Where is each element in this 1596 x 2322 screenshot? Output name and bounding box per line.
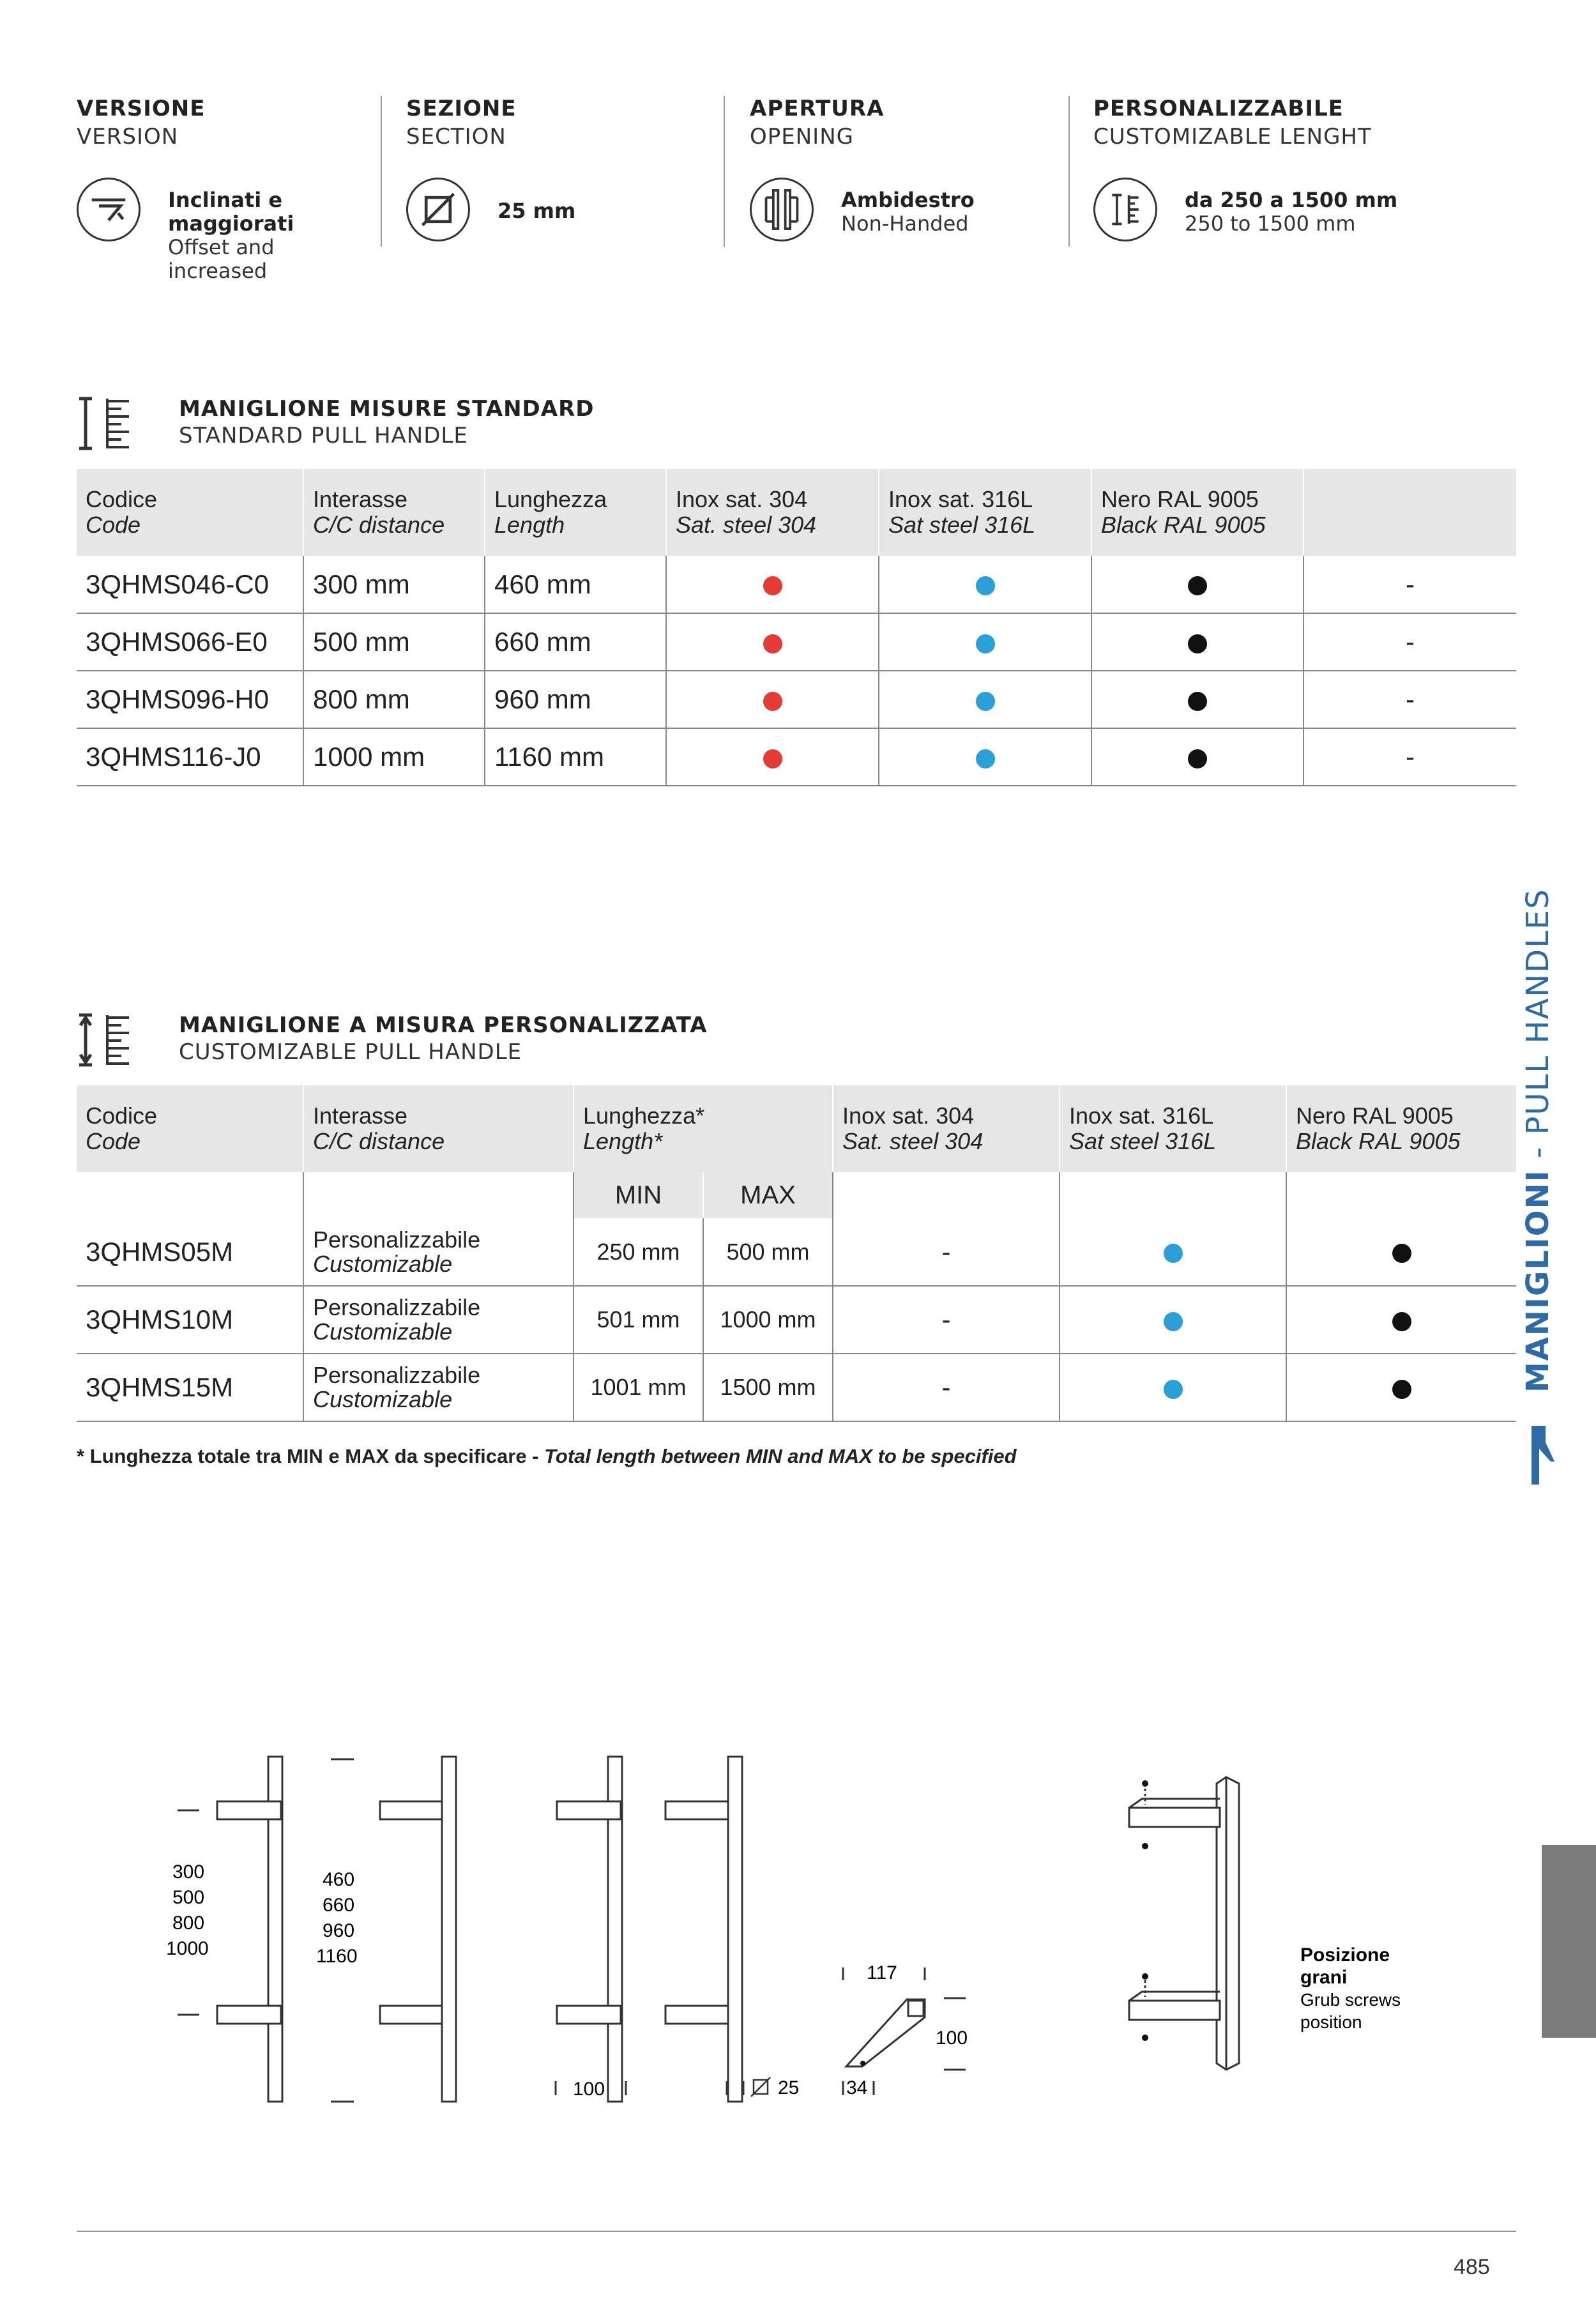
black-dot (1392, 1380, 1411, 1399)
black-dot (1188, 692, 1207, 711)
cell-black (1091, 671, 1303, 728)
cell-steel304 (666, 671, 879, 728)
blue-dot (1164, 1312, 1183, 1331)
cell-steel316 (1060, 1354, 1286, 1421)
dim-25: 25 (778, 2077, 800, 2098)
feature-title: VERSIONE (77, 96, 206, 121)
cell-code: 3QHMS116-J0 (77, 728, 303, 786)
cell-steel316 (1060, 1286, 1286, 1354)
feature-customizable (1093, 96, 1489, 249)
cc-value: 300 (172, 1861, 205, 1883)
cell-last: - (1303, 613, 1516, 671)
dim-117: 117 (867, 1962, 897, 1983)
cell-steel316 (879, 671, 1091, 728)
technical-drawings (0, 1725, 1596, 2140)
table-row (77, 1286, 1516, 1354)
blue-dot (1164, 1380, 1183, 1399)
double-handle-icon (750, 178, 814, 241)
footer-rule (77, 2231, 1516, 2232)
feature-subtitle: VERSION (77, 124, 179, 149)
header-length: Lunghezza Length (485, 469, 666, 556)
cell-black (1091, 556, 1303, 613)
red-dot (763, 692, 782, 711)
black-dot (1392, 1244, 1411, 1263)
standard-table (77, 469, 1516, 786)
square-section-icon (406, 178, 470, 241)
black-dot (1188, 576, 1207, 595)
red-dot (763, 634, 782, 653)
side-tab-label: MANIGLIONI - PULL HANDLES (1520, 888, 1556, 1393)
subheader-row (77, 1172, 1516, 1218)
header-steel304: Inox sat. 304 Sat. steel 304 (833, 1085, 1060, 1172)
cell-length: 1160 mm (485, 728, 666, 786)
cell-cc: Personalizzabile Customizable (303, 1218, 574, 1286)
section-heading: MANIGLIONE MISURE STANDARD (179, 396, 595, 422)
table-row (77, 671, 1516, 728)
cell-black (1286, 1286, 1516, 1354)
empty-cell (303, 1172, 574, 1218)
black-dot (1392, 1312, 1411, 1331)
cell-cc: 300 mm (303, 556, 485, 613)
custom-table (77, 1085, 1516, 1422)
feature-desc: Offset and (168, 235, 275, 259)
empty-cell (77, 1172, 303, 1218)
feature-desc-bold: 25 mm (498, 199, 576, 223)
dim-100b: 100 (936, 2028, 968, 2049)
feature-section (406, 96, 713, 249)
dim-100: 100 (573, 2079, 605, 2100)
cell-steel316 (879, 728, 1091, 786)
cell-last: - (1303, 556, 1516, 613)
grub-label: grani (1300, 1967, 1348, 1988)
divider (724, 96, 725, 247)
header-length: Lunghezza* Length* (574, 1085, 833, 1172)
cc-value: 500 (172, 1887, 205, 1908)
custom-section-title (179, 1012, 708, 1065)
feature-title: SEZIONE (406, 96, 517, 121)
cell-min: 1001 mm (574, 1354, 703, 1421)
cell-max: 1500 mm (703, 1354, 833, 1421)
cell-last: - (1303, 728, 1516, 786)
feature-subtitle: CUSTOMIZABLE LENGHT (1093, 124, 1372, 149)
custom-length-icon (75, 1011, 133, 1069)
cell-steel316 (879, 613, 1091, 671)
header-empty (1303, 469, 1516, 556)
footnote-en: Total length between MIN and MAX to be specified (544, 1445, 1017, 1467)
section-subheading: CUSTOMIZABLE PULL HANDLE (179, 1039, 522, 1065)
feature-desc: increased (168, 259, 268, 283)
cell-code: 3QHMS046-C0 (77, 556, 303, 613)
cell-steel304 (666, 556, 879, 613)
red-dot (763, 576, 782, 595)
cell-min: 501 mm (574, 1286, 703, 1354)
cell-cc: Personalizzabile Customizable (303, 1286, 574, 1354)
cell-steel316 (879, 556, 1091, 613)
header-steel316: Inox sat. 316L Sat steel 316L (879, 469, 1091, 556)
cell-code: 3QHMS05M (77, 1218, 303, 1286)
blue-dot (976, 749, 995, 768)
table-row (77, 1354, 1516, 1421)
cell-black (1286, 1218, 1516, 1286)
cell-black (1286, 1354, 1516, 1421)
blue-dot (976, 576, 995, 595)
section-heading: MANIGLIONE A MISURA PERSONALIZZATA (179, 1012, 708, 1038)
header-code: Codice Code (77, 1085, 303, 1172)
length-value: 960 (323, 1920, 355, 1941)
feature-version (77, 96, 370, 283)
cell-code: 3QHMS096-H0 (77, 671, 303, 728)
side-tab (1520, 888, 1565, 1463)
cell-min: 250 mm (574, 1218, 703, 1286)
cell-code: 3QHMS066-E0 (77, 613, 303, 671)
table-row (77, 728, 1516, 786)
blue-dot (976, 692, 995, 711)
dim-34: 34 (846, 2077, 868, 2098)
cell-steel304: - (833, 1354, 1060, 1421)
black-dot (1188, 749, 1207, 768)
feature-subtitle: OPENING (750, 124, 854, 149)
divider (381, 96, 382, 247)
grub-label-en: Grub screws (1300, 1990, 1401, 2010)
cell-length: 960 mm (485, 671, 666, 728)
cell-length: 660 mm (485, 613, 666, 671)
feature-desc: Non-Handed (841, 211, 969, 236)
table-row (77, 613, 1516, 671)
divider (1068, 96, 1070, 247)
cell-max: 1000 mm (703, 1286, 833, 1354)
footnote (77, 1445, 1017, 1468)
cell-black (1091, 613, 1303, 671)
cell-cc: Personalizzabile Customizable (303, 1354, 574, 1421)
cell-code: 3QHMS15M (77, 1354, 303, 1421)
cell-black (1091, 728, 1303, 786)
cell-code: 3QHMS10M (77, 1286, 303, 1354)
feature-desc: 250 to 1500 mm (1185, 211, 1356, 236)
grub-label-en: position (1300, 2012, 1362, 2032)
section-subheading: STANDARD PULL HANDLE (179, 423, 468, 448)
feature-subtitle: SECTION (406, 124, 506, 149)
standard-section-title (179, 396, 594, 448)
section-diameter-icon (751, 2077, 770, 2097)
header-code: Codice Code (77, 469, 303, 556)
cell-last: - (1303, 671, 1516, 728)
cell-steel304 (666, 613, 879, 671)
standard-length-icon (75, 395, 133, 452)
cell-max: 500 mm (703, 1218, 833, 1286)
blue-dot (1164, 1244, 1183, 1263)
min-label: MIN (574, 1172, 703, 1218)
table-row (77, 1218, 1516, 1286)
offset-handle-icon (77, 178, 141, 241)
header-steel304: Inox sat. 304 Sat. steel 304 (666, 469, 879, 556)
length-value: 1160 (316, 1946, 358, 1967)
cell-steel304 (666, 728, 879, 786)
max-label: MAX (703, 1172, 833, 1218)
header-cc: Interasse C/C distance (303, 1085, 574, 1172)
empty-cell (1060, 1172, 1286, 1218)
cc-value: 1000 (166, 1938, 209, 1959)
feature-desc-bold: Ambidestro (841, 188, 975, 212)
feature-title: PERSONALIZZABILE (1093, 96, 1344, 121)
feature-desc-bold: Inclinati e (168, 188, 283, 212)
table-header (77, 469, 1516, 556)
black-dot (1188, 634, 1207, 653)
cell-cc: 500 mm (303, 613, 485, 671)
page-number: 485 (1454, 2255, 1490, 2279)
handle-logo-icon (1528, 1423, 1560, 1487)
length-value: 460 (323, 1869, 355, 1890)
red-dot (763, 749, 782, 768)
cell-steel304: - (833, 1286, 1060, 1354)
feature-desc-bold: maggiorati (168, 211, 294, 236)
feature-opening (750, 96, 1056, 249)
cell-length: 460 mm (485, 556, 666, 613)
empty-cell (833, 1172, 1060, 1218)
header-cc: Interasse C/C distance (303, 469, 485, 556)
length-ruler-icon (1093, 178, 1157, 241)
footnote-it: * Lunghezza totale tra MIN e MAX da specificare - (77, 1445, 545, 1467)
length-value: 660 (323, 1895, 355, 1916)
header-black: Nero RAL 9005 Black RAL 9005 (1091, 469, 1303, 556)
grub-label: Posizione (1300, 1944, 1390, 1966)
header-steel316: Inox sat. 316L Sat steel 316L (1060, 1085, 1286, 1172)
cc-value: 800 (172, 1913, 205, 1934)
header-black: Nero RAL 9005 Black RAL 9005 (1286, 1085, 1516, 1172)
feature-title: APERTURA (750, 96, 885, 121)
empty-cell (1286, 1172, 1516, 1218)
cell-steel304: - (833, 1218, 1060, 1286)
table-row (77, 556, 1516, 613)
table-header (77, 1085, 1516, 1172)
cell-steel316 (1060, 1218, 1286, 1286)
cell-cc: 1000 mm (303, 728, 485, 786)
feature-desc-bold: da 250 a 1500 mm (1185, 188, 1398, 212)
cell-cc: 800 mm (303, 671, 485, 728)
blue-dot (976, 634, 995, 653)
